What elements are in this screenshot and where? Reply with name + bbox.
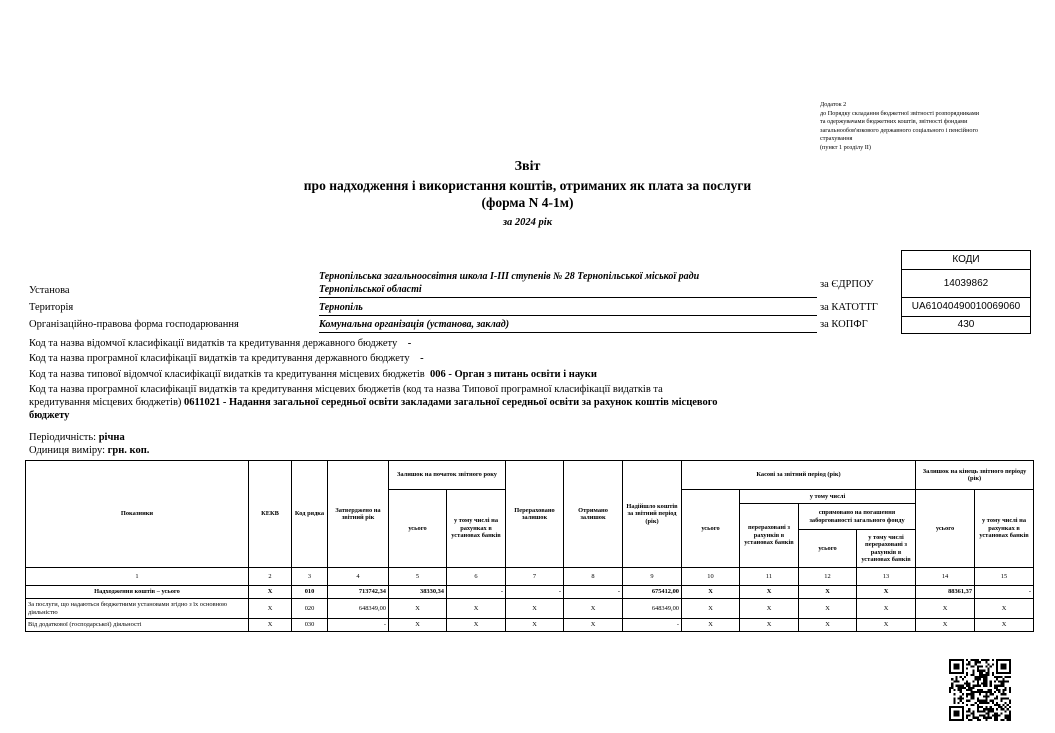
codes-header: КОДИ — [901, 250, 1031, 270]
katottg-label: за КАТОТТГ — [820, 302, 878, 313]
typ-classification-line — [29, 368, 597, 381]
column-number: 8 — [564, 568, 623, 586]
column-number: 11 — [740, 568, 799, 586]
header-income: Надійшло коштів за звітний період (рік) — [623, 461, 682, 568]
table-cell: 88361,37 — [916, 586, 975, 599]
table-cell: X — [249, 619, 292, 632]
annex-line: до Порядку складання бюджетної звітності розпорядниками — [820, 109, 980, 117]
table-cell: X — [916, 619, 975, 632]
row-indicator-name: За послуги, що надаються бюджетними установами згідно з їх основною діяльністю — [26, 599, 249, 619]
column-number: 12 — [799, 568, 857, 586]
institution-value-cont: Тернопільської області — [319, 284, 422, 295]
unit-label: Одиниця виміру: — [29, 445, 105, 456]
row-indicator-name: Надходження коштів – усього — [26, 586, 249, 599]
header-transferred-bank: перераховані з рахунків в установах банків — [740, 504, 799, 568]
table-cell: X — [857, 619, 916, 632]
table-cell: 675412,00 — [623, 586, 682, 599]
typ-classification-label: Код та назва типової відомчої класифікації видатків та кредитування місцевих бюджетів — [29, 369, 425, 380]
local-classification-value: 0611021 - Надання загальної середньої освіти закладами загальної середньої освіти за рахунок коштів місцевого — [184, 397, 718, 408]
header-row-code: Код рядка — [292, 461, 328, 568]
org-form-label: Організаційно-правова форма господарювання — [29, 319, 239, 330]
column-number: 1 — [26, 568, 249, 586]
annex-line: страхування — [820, 135, 853, 143]
header-transferred: Перераховано залишок — [506, 461, 564, 568]
unit-value: грн. коп. — [107, 445, 150, 456]
header-end-total: усього — [916, 490, 975, 568]
table-cell: - — [447, 586, 506, 599]
header-cash: Касові за звітний період (рік) — [682, 461, 916, 490]
qr-code-icon — [949, 659, 1011, 721]
local-classification-label: Код та назва програмної класифікації видатків та кредитування місцевих бюджетів (код та назва Типової програмної класифікації видатків та — [29, 384, 663, 395]
territory-value: Тернопіль — [319, 302, 363, 313]
header-balance-start: Залишок на початок звітного року — [389, 461, 506, 490]
header-debt-total: усього — [799, 530, 857, 568]
table-cell: - — [623, 619, 682, 632]
column-number: 9 — [623, 568, 682, 586]
periodicity-line — [29, 431, 125, 444]
header-start-bank: у тому числі на рахунках в установах банків — [447, 490, 506, 568]
typ-classification-value: 006 - Орган з питань освіти і науки — [430, 369, 597, 380]
underline — [319, 315, 817, 316]
table-cell: X — [249, 586, 292, 599]
table-cell: 713742,34 — [328, 586, 389, 599]
table-row — [26, 599, 1034, 619]
column-number: 6 — [447, 568, 506, 586]
table-cell: X — [740, 619, 799, 632]
kopfg-value: 430 — [901, 316, 1031, 334]
org-form-value: Комунальна організація (установа, заклад) — [319, 319, 510, 330]
local-classification-line — [29, 383, 718, 422]
table-cell: 648349,00 — [623, 599, 682, 619]
column-number: 4 — [328, 568, 389, 586]
periodicity-value: річна — [98, 432, 125, 443]
table-cell: X — [682, 619, 740, 632]
table-cell: X — [682, 599, 740, 619]
table-cell: X — [799, 586, 857, 599]
table-cell: X — [740, 599, 799, 619]
dept-classification-label: Код та назва відомчої класифікації видатків та кредитування державного бюджету — [29, 338, 398, 349]
table-cell: - — [564, 586, 623, 599]
prog-classification-line — [29, 352, 424, 365]
table-row — [26, 586, 1034, 599]
table-cell: X — [447, 619, 506, 632]
edrpou-label: за ЄДРПОУ — [820, 279, 874, 290]
unit-line — [29, 444, 149, 457]
header-debt-bank: у тому числі перераховані з рахунків в установах банків — [857, 530, 916, 568]
report-subtitle: про надходження і використання коштів, отриманих як плата за послуги — [303, 178, 752, 193]
dept-classification-line — [29, 337, 411, 350]
annex-note — [820, 101, 1030, 153]
table-cell: X — [447, 599, 506, 619]
kopfg-label: за КОПФГ — [820, 319, 868, 330]
table-cell: X — [799, 599, 857, 619]
table-cell: X — [564, 599, 623, 619]
header-end-bank: у тому числі на рахунках в установах банків — [975, 490, 1034, 568]
header-cash-total: усього — [682, 490, 740, 568]
column-number: 5 — [389, 568, 447, 586]
table-cell: 020 — [292, 599, 328, 619]
annex-line: загальнообов'язкового державного соціального і пенсійного — [820, 126, 978, 134]
table-cell: X — [975, 599, 1034, 619]
header-kekv: КЕКВ — [249, 461, 292, 568]
edrpou-value: 14039862 — [901, 269, 1031, 298]
local-classification-label-cont: кредитування місцевих бюджетів) — [29, 397, 182, 408]
table-cell: - — [328, 619, 389, 632]
column-number: 3 — [292, 568, 328, 586]
underline — [319, 297, 817, 298]
table-cell: X — [249, 599, 292, 619]
periodicity-label: Періодичність: — [29, 432, 97, 443]
report-table — [25, 460, 1034, 632]
table-row — [26, 619, 1034, 632]
table-cell: X — [506, 619, 564, 632]
territory-label: Територія — [29, 302, 74, 313]
table-cell: X — [740, 586, 799, 599]
table-cell: X — [564, 619, 623, 632]
column-number: 7 — [506, 568, 564, 586]
annex-line: Додаток 2 — [820, 101, 847, 108]
table-cell: X — [682, 586, 740, 599]
table-cell: X — [799, 619, 857, 632]
column-number: 13 — [857, 568, 916, 586]
report-title: Звіт — [514, 159, 541, 174]
institution-label: Установа — [29, 285, 70, 296]
table-cell: 648349,00 — [328, 599, 389, 619]
institution-value: Тернопільська загальноосвітня школа І-ІІІ ступенів № 28 Тернопільської міської ради — [319, 271, 700, 282]
column-number: 2 — [249, 568, 292, 586]
header-debt: спрямовано на погашення заборгованості загального фонду — [799, 504, 916, 530]
table-cell: X — [916, 599, 975, 619]
table-cell: 010 — [292, 586, 328, 599]
column-number: 10 — [682, 568, 740, 586]
annex-line: та одержувачами бюджетних коштів, звітності фондами — [820, 118, 968, 126]
table-cell: X — [857, 586, 916, 599]
header-received: Отримано залишок — [564, 461, 623, 568]
table-cell: 38330,34 — [389, 586, 447, 599]
table-cell: X — [389, 619, 447, 632]
column-number: 15 — [975, 568, 1034, 586]
table-cell: 030 — [292, 619, 328, 632]
katottg-value: UA61040490010069060 — [901, 297, 1031, 317]
header-balance-end: Залишок на кінець звітного періоду (рік) — [916, 461, 1034, 490]
table-cell: X — [389, 599, 447, 619]
header-cash-incl: у тому числі — [740, 490, 916, 504]
table-cell: - — [975, 586, 1034, 599]
row-indicator-name: Від додаткової (господарської) діяльності — [26, 619, 249, 632]
report-form-number: (форма N 4-1м) — [481, 195, 574, 210]
local-classification-value-cont: бюджету — [29, 410, 70, 421]
annex-line: (пункт 1 розділу II) — [820, 143, 871, 151]
header-start-total: усього — [389, 490, 447, 568]
header-indicators: Показники — [26, 461, 249, 568]
table-cell: X — [506, 599, 564, 619]
table-cell: X — [857, 599, 916, 619]
prog-classification-label: Код та назва програмної класифікації видатків та кредитування державного бюджету — [29, 353, 410, 364]
underline — [319, 332, 817, 333]
report-period: за 2024 рік — [502, 217, 553, 228]
table-cell: X — [975, 619, 1034, 632]
dept-classification-value: - — [407, 338, 412, 349]
table-cell: - — [506, 586, 564, 599]
prog-classification-value: - — [420, 353, 424, 364]
column-number: 14 — [916, 568, 975, 586]
header-approved: Затверджено на звітний рік — [328, 461, 389, 568]
